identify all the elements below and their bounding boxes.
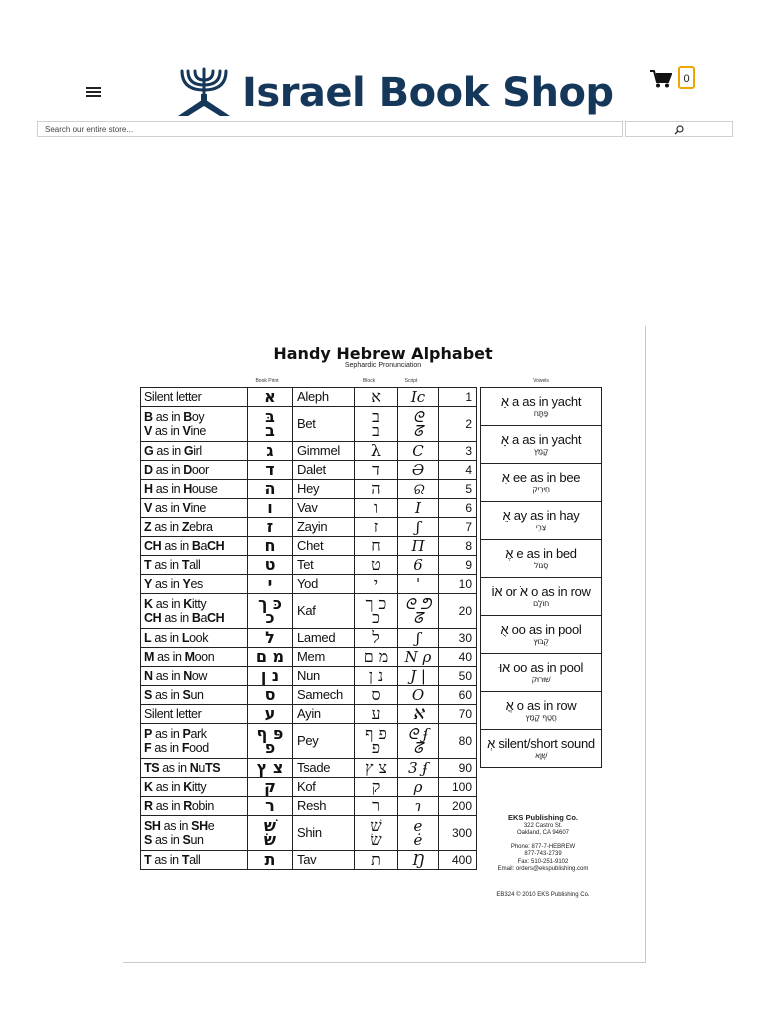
publisher-info (479, 814, 607, 874)
alphabet-row (141, 816, 477, 851)
vowel-hebrew-name: צֵרֵי (535, 522, 547, 532)
alphabet-row (141, 705, 477, 724)
hamburger-icon-bar (86, 87, 101, 89)
alphabet-row (141, 480, 477, 499)
alphabet-row (141, 724, 477, 759)
letter-name: Pey (293, 724, 355, 759)
letter-print: צ ץ (248, 759, 293, 778)
letter-value: 90 (439, 759, 477, 778)
letter-script: ର (398, 480, 439, 499)
letter-sound: T as in Tall (141, 851, 248, 870)
letter-name: Resh (293, 797, 355, 816)
letter-block: כ ך כ (355, 594, 398, 629)
letter-name: Kof (293, 778, 355, 797)
letter-block: ז (355, 518, 398, 537)
hamburger-icon-bar (86, 95, 101, 97)
letter-print: ז (248, 518, 293, 537)
vowel-cell (481, 616, 602, 654)
letter-name: Yod (293, 575, 355, 594)
letter-block: ד (355, 461, 398, 480)
vowel-hebrew-name: שְׁוָא (534, 750, 548, 760)
letter-value: 400 (439, 851, 477, 870)
letter-script: I (398, 499, 439, 518)
letter-print: כּ ך כ (248, 594, 293, 629)
letter-value: 6 (439, 499, 477, 518)
letter-script: 6 (398, 556, 439, 575)
letter-sound: P as in Park F as in Food (141, 724, 248, 759)
letter-sound: CH as in BaCH (141, 537, 248, 556)
vowel-row (481, 654, 602, 692)
letter-print: ס (248, 686, 293, 705)
alphabet-row (141, 575, 477, 594)
letter-block: ל (355, 629, 398, 648)
col-header-vowels: Vowels (533, 378, 549, 384)
vowel-cell (481, 540, 602, 578)
letter-value: 40 (439, 648, 477, 667)
letter-script: ᘓ ᕤ ᘔ (398, 594, 439, 629)
hamburger-icon-bar (86, 91, 101, 93)
letter-print: פּ ף פ (248, 724, 293, 759)
publisher-phone: Phone: 877-7-HEBREW (510, 843, 576, 850)
letter-name: Ayin (293, 705, 355, 724)
letter-value: 60 (439, 686, 477, 705)
letter-sound: K as in Kitty (141, 778, 248, 797)
publisher-fax: Fax: 510-251-9102 (517, 858, 569, 865)
letter-block: א (355, 388, 398, 407)
menorah-book-icon (176, 66, 232, 118)
letter-block: פ ף פ (355, 724, 398, 759)
publisher-email: Email: orders@ekspublishing.com (497, 866, 589, 872)
alphabet-row (141, 461, 477, 480)
vowel-cell (481, 578, 602, 616)
vowel-hebrew-name: חוֹלָם (532, 598, 550, 608)
alphabet-row (141, 407, 477, 442)
letter-script: Ә (398, 461, 439, 480)
letter-print: ט (248, 556, 293, 575)
vowel-row (481, 464, 602, 502)
letter-name: Chet (293, 537, 355, 556)
letter-sound: Silent letter (141, 388, 248, 407)
letter-value: 70 (439, 705, 477, 724)
cart-button[interactable] (650, 64, 700, 92)
vowel-row (481, 502, 602, 540)
letter-script: ' (398, 575, 439, 594)
letter-name: Bet (293, 407, 355, 442)
vowel-sound: אָ a as in yacht (500, 431, 582, 447)
letter-sound: TS as in NuTS (141, 759, 248, 778)
alphabet-row (141, 518, 477, 537)
letter-block: ת (355, 851, 398, 870)
letter-script: O (398, 686, 439, 705)
letter-sound: D as in Door (141, 461, 248, 480)
col-header-script: Script (404, 378, 418, 384)
letter-name: Nun (293, 667, 355, 686)
letter-value: 4 (439, 461, 477, 480)
letter-block: צ ץ (355, 759, 398, 778)
alphabet-row (141, 629, 477, 648)
letter-block: מ ם (355, 648, 398, 667)
alphabet-row (141, 797, 477, 816)
letter-print: ה (248, 480, 293, 499)
letter-value: 5 (439, 480, 477, 499)
letter-value: 100 (439, 778, 477, 797)
letter-print: ק (248, 778, 293, 797)
letter-script: ᘓ ʄ ᘔ (398, 724, 439, 759)
vowel-hebrew-name: פַּתָּח (533, 408, 549, 418)
letter-value: 8 (439, 537, 477, 556)
letter-script: ℵ (398, 705, 439, 724)
letter-script: Π (398, 537, 439, 556)
vowel-cell (481, 464, 602, 502)
letter-block: ו (355, 499, 398, 518)
vowel-sound: אֳ o as in row (505, 697, 577, 713)
letter-script: N ρ (398, 648, 439, 667)
letter-print: ג (248, 442, 293, 461)
vowel-cell (481, 426, 602, 464)
publisher-phone-alt: 877-743-2739 (524, 851, 562, 857)
vowel-cell (481, 654, 602, 692)
letter-block: ק (355, 778, 398, 797)
alphabet-row (141, 759, 477, 778)
letter-sound: M as in Moon (141, 648, 248, 667)
publisher-address: 322 Castro St. (523, 822, 563, 829)
alphabet-row (141, 499, 477, 518)
search-icon (674, 125, 684, 135)
vowel-cell (481, 388, 602, 426)
letter-block: ה (355, 480, 398, 499)
letter-sound: L as in Look (141, 629, 248, 648)
letter-sound: B as in Boy V as in Vine (141, 407, 248, 442)
letter-block: ב ב (355, 407, 398, 442)
publisher-copyright: EB324 © 2010 EKS Publishing Co. (496, 892, 590, 898)
vowel-sound: אְ silent/short sound (487, 735, 595, 751)
letter-value: 20 (439, 594, 477, 629)
letter-block: ט (355, 556, 398, 575)
letter-print: שׁ שׂ (248, 816, 293, 851)
letter-sound: V as in Vine (141, 499, 248, 518)
vowel-row (481, 616, 602, 654)
letter-script: C (398, 442, 439, 461)
vowel-row (481, 388, 602, 426)
letter-print: בּ ב (248, 407, 293, 442)
vowel-cell (481, 692, 602, 730)
letter-block: ר (355, 797, 398, 816)
letter-name: Lamed (293, 629, 355, 648)
letter-script: Ŋ (398, 851, 439, 870)
vowel-hebrew-name: קָמַץ (533, 446, 549, 456)
vowel-sound: אוֹ or אֹ o as in row (491, 583, 591, 599)
letter-name: Kaf (293, 594, 355, 629)
letter-sound: R as in Robin (141, 797, 248, 816)
letter-print: ד (248, 461, 293, 480)
letter-value: 2 (439, 407, 477, 442)
letter-name: Gimmel (293, 442, 355, 461)
product-image[interactable] (123, 326, 646, 963)
vowel-sound: אִ ee as in bee (501, 469, 581, 485)
letter-print: ע (248, 705, 293, 724)
col-header-print: Book Print (255, 378, 279, 384)
alphabet-row (141, 442, 477, 461)
vowel-sound: אֻ oo as in pool (500, 621, 582, 637)
vowel-hebrew-name: חִירִיק (532, 484, 550, 494)
letter-print: ר (248, 797, 293, 816)
letter-name: Samech (293, 686, 355, 705)
letter-value: 3 (439, 442, 477, 461)
alphabet-row (141, 851, 477, 870)
letter-value: 80 (439, 724, 477, 759)
letter-sound: K as in Kitty CH as in BaCH (141, 594, 248, 629)
letter-script: J | (398, 667, 439, 686)
vowel-row (481, 578, 602, 616)
letter-print: א (248, 388, 293, 407)
alphabet-row (141, 667, 477, 686)
cart-count-badge: 0 (678, 66, 695, 89)
letter-sound: N as in Now (141, 667, 248, 686)
vowel-sound: אוּ oo as in pool (498, 659, 584, 675)
alphabet-row (141, 594, 477, 629)
letter-name: Tsade (293, 759, 355, 778)
alphabet-row (141, 556, 477, 575)
letter-value: 9 (439, 556, 477, 575)
letter-sound: Silent letter (141, 705, 248, 724)
vowel-row (481, 730, 602, 768)
menu-button[interactable] (86, 85, 101, 99)
letter-name: Shin (293, 816, 355, 851)
letter-block: λ (355, 442, 398, 461)
letter-name: Zayin (293, 518, 355, 537)
chart-subtitle: Sephardic Pronunciation (344, 362, 422, 369)
letter-sound: T as in Tall (141, 556, 248, 575)
vowel-cell (481, 730, 602, 768)
letter-block: ס (355, 686, 398, 705)
vowel-hebrew-name: חֲטַף קָמַץ (525, 712, 557, 722)
vowel-hebrew-name: קֻבּוּץ (533, 636, 549, 646)
col-header-block: Block (362, 378, 376, 384)
letter-script: ᘓ ᘔ (398, 407, 439, 442)
vowels-table (480, 387, 602, 768)
letter-block: שׁ שׂ (355, 816, 398, 851)
letter-block: נ ן (355, 667, 398, 686)
letter-script: e ė (398, 816, 439, 851)
letter-print: מ ם (248, 648, 293, 667)
letter-block: ח (355, 537, 398, 556)
letter-sound: Z as in Zebra (141, 518, 248, 537)
letter-print: י (248, 575, 293, 594)
letter-value: 30 (439, 629, 477, 648)
vowel-row (481, 426, 602, 464)
letter-print: ח (248, 537, 293, 556)
letter-sound: SH as in SHe S as in Sun (141, 816, 248, 851)
vowel-hebrew-name: שׁוּרוּק (531, 674, 551, 684)
alphabet-row (141, 388, 477, 407)
site-logo[interactable] (176, 66, 614, 120)
alphabet-row (141, 648, 477, 667)
letter-name: Aleph (293, 388, 355, 407)
search-input[interactable] (37, 121, 623, 137)
letter-value: 7 (439, 518, 477, 537)
vowel-cell (481, 502, 602, 540)
letter-sound: G as in Girl (141, 442, 248, 461)
search-button[interactable] (625, 121, 733, 137)
letter-print: ת (248, 851, 293, 870)
vowel-sound: אֶ e as in bed (505, 545, 577, 561)
letter-name: Tav (293, 851, 355, 870)
alphabet-row (141, 686, 477, 705)
letter-print: ו (248, 499, 293, 518)
letter-script: 3 ʄ (398, 759, 439, 778)
letter-script: ʃ (398, 518, 439, 537)
letter-value: 10 (439, 575, 477, 594)
alphabet-row (141, 778, 477, 797)
letter-script: ʃ (398, 629, 439, 648)
letter-script: Ic (398, 388, 439, 407)
chart-title: Handy Hebrew Alphabet (273, 344, 493, 363)
letter-block: ע (355, 705, 398, 724)
publisher-city: Oakland, CA 94607 (516, 830, 570, 836)
letter-value: 300 (439, 816, 477, 851)
letter-name: Mem (293, 648, 355, 667)
alphabet-table (140, 387, 477, 870)
letter-print: ל (248, 629, 293, 648)
letter-value: 50 (439, 667, 477, 686)
letter-sound: S as in Sun (141, 686, 248, 705)
vowel-row (481, 540, 602, 578)
letter-script: ρ (398, 778, 439, 797)
letter-value: 200 (439, 797, 477, 816)
vowel-sound: אַ a as in yacht (500, 393, 582, 409)
letter-name: Hey (293, 480, 355, 499)
letter-sound: Y as in Yes (141, 575, 248, 594)
shopping-cart-icon (650, 70, 672, 88)
letter-name: Tet (293, 556, 355, 575)
letter-sound: H as in House (141, 480, 248, 499)
letter-print: נ ן (248, 667, 293, 686)
letter-value: 1 (439, 388, 477, 407)
alphabet-row (141, 537, 477, 556)
letter-name: Vav (293, 499, 355, 518)
vowel-row (481, 692, 602, 730)
publisher-name: EKS Publishing Co. (507, 813, 578, 822)
vowel-hebrew-name: סֶגוֹל (533, 560, 548, 570)
letter-name: Dalet (293, 461, 355, 480)
letter-block: י (355, 575, 398, 594)
search-bar (37, 121, 733, 137)
letter-script: ɿ (398, 797, 439, 816)
vowel-sound: אֵ ay as in hay (502, 507, 580, 523)
logo-text: Israel Book Shop (242, 70, 614, 116)
